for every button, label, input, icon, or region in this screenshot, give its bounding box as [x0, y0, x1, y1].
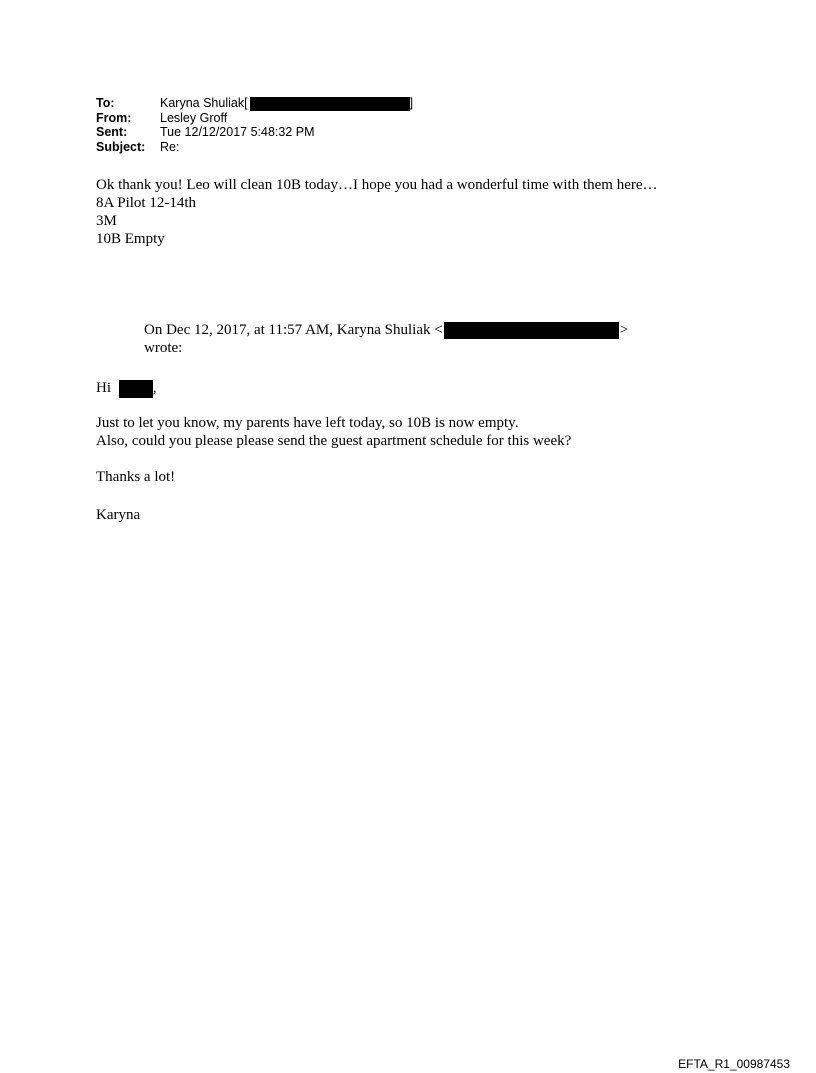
subject-label: Subject:: [96, 139, 146, 154]
email-header: [96, 96, 413, 154]
quote-intro: On Dec 12, 2017, at 11:57 AM, Karyna Shuliak <: [144, 322, 443, 338]
reply-line: 8A Pilot 12-14th: [96, 195, 197, 211]
from-label: From:: [96, 110, 132, 125]
subject-row: [96, 140, 413, 155]
redaction-bar: [250, 97, 410, 111]
reply-line: 3M: [96, 213, 117, 229]
greeting-line: [96, 379, 157, 398]
greeting-end: ,: [152, 380, 157, 396]
sent-label: Sent:: [96, 125, 128, 140]
to-value: [160, 96, 413, 111]
paragraph-line: Also, could you please please send the guest apartment schedule for this week?: [96, 433, 572, 449]
from-row: [96, 111, 413, 126]
sent-value: Tue 12/12/2017 5:48:32 PM: [160, 125, 315, 140]
to-row: [96, 96, 413, 111]
quote-intro-close: >: [619, 322, 629, 338]
thanks-line: Thanks a lot!: [96, 469, 176, 485]
redaction-bar: [444, 322, 619, 339]
quote-attribution: [144, 321, 628, 357]
subject-value: Re:: [160, 139, 180, 154]
original-paragraph: [96, 414, 571, 450]
quote-wrote: wrote:: [144, 340, 183, 357]
to-label: To:: [96, 96, 115, 110]
greeting-start: Hi: [96, 380, 115, 396]
reply-body: [96, 176, 658, 248]
quote-intro-line: [144, 321, 628, 339]
reply-line: Ok thank you! Leo will clean 10B today…I hope you had a wonderful time with them here…: [96, 177, 658, 193]
signature: Karyna: [96, 507, 141, 523]
paragraph-line: Just to let you know, my parents have left today, so 10B is now empty.: [96, 415, 519, 431]
sent-row: [96, 125, 413, 140]
from-value: Lesley Groff: [160, 110, 228, 125]
to-bracket-close: ]: [409, 96, 414, 110]
to-name: Karyna Shuliak[: [160, 96, 248, 110]
document-id: EFTA_R1_00987453: [678, 1057, 790, 1071]
reply-line: 10B Empty: [96, 231, 165, 247]
redaction-bar: [119, 380, 153, 398]
